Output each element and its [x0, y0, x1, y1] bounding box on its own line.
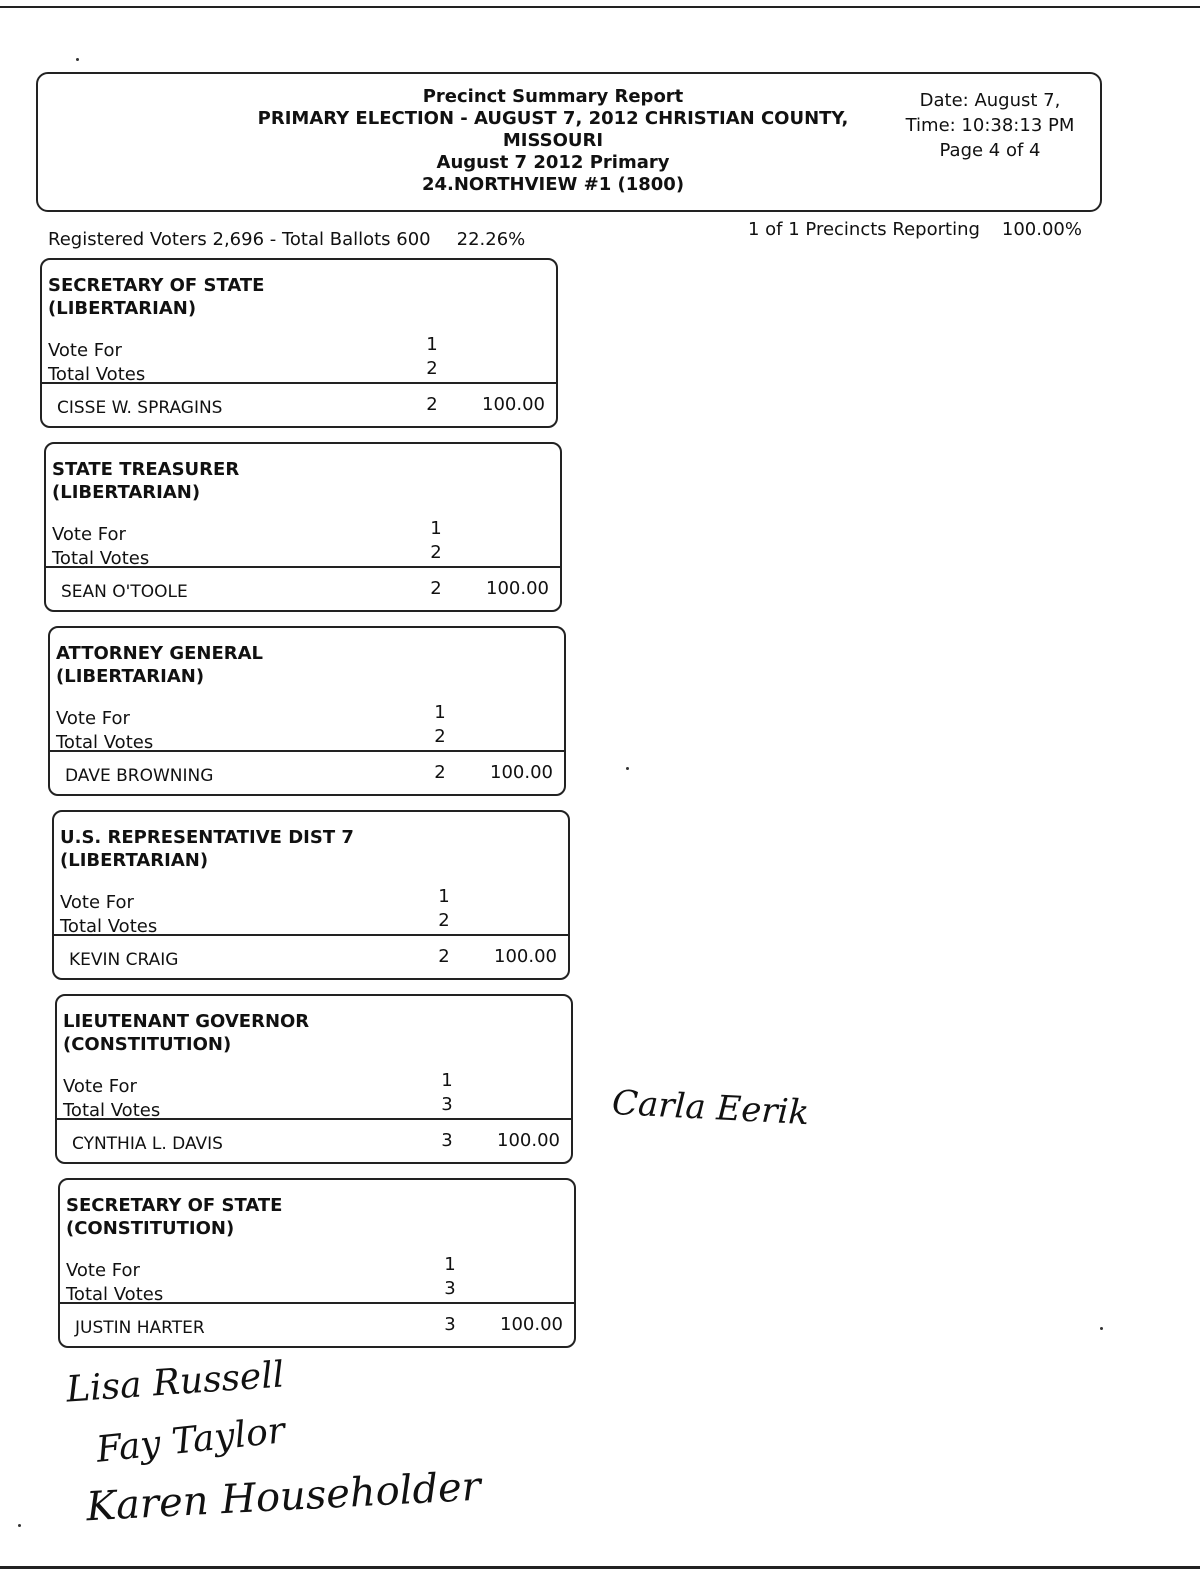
signature-bottom-3: Karen Householder: [85, 1463, 482, 1531]
election-name: August 7 2012 Primary: [436, 152, 670, 173]
vote-for-value: 1: [430, 518, 442, 539]
candidate-percent: 100.00: [490, 762, 553, 783]
candidate-name: DAVE BROWNING: [65, 766, 214, 786]
page-bottom-border: [0, 1566, 1200, 1569]
contest-title: [60, 826, 354, 872]
precinct-name: 24.NORTHVIEW #1 (1800): [421, 174, 685, 195]
scan-speck: [76, 58, 79, 61]
candidate-name: CYNTHIA L. DAVIS: [72, 1134, 223, 1154]
contest-box: [44, 442, 562, 612]
contest-party: (LIBERTARIAN): [52, 482, 201, 503]
candidate-votes: 2: [430, 578, 442, 599]
report-header: [36, 72, 1102, 212]
total-votes-value: 3: [444, 1278, 456, 1299]
candidate-percent: 100.00: [497, 1130, 560, 1151]
total-votes-value: 2: [426, 358, 438, 379]
turnout-percent: 22.26%: [456, 229, 526, 250]
candidate-percent: 100.00: [500, 1314, 563, 1335]
registered-voters: Registered Voters 2,696 - Total Ballots 600: [48, 229, 431, 250]
total-votes-label: Total Votes: [48, 364, 146, 385]
contest-divider: [46, 566, 560, 568]
header-meta: [890, 88, 1090, 163]
total-votes-label: Total Votes: [52, 548, 150, 569]
contest-office: STATE TREASURER: [52, 459, 240, 480]
vote-for-value: 1: [434, 702, 446, 723]
contest-office: LIEUTENANT GOVERNOR: [63, 1011, 310, 1032]
contest-office: SECRETARY OF STATE: [66, 1195, 283, 1216]
scan-speck: [18, 1524, 21, 1527]
turnout-summary: [48, 229, 525, 250]
vote-for-value: 1: [441, 1070, 453, 1091]
candidate-name: KEVIN CRAIG: [69, 950, 179, 970]
candidate-votes: 2: [438, 946, 450, 967]
election-line-1: PRIMARY ELECTION - AUGUST 7, 2012 CHRISTIAN COUNTY,: [257, 108, 849, 129]
contest-office: SECRETARY OF STATE: [48, 275, 265, 296]
contest-divider: [60, 1302, 574, 1304]
contest-divider: [54, 934, 568, 936]
vote-for-value: 1: [444, 1254, 456, 1275]
contest-title: [66, 1194, 282, 1240]
total-votes-value: 2: [430, 542, 442, 563]
vote-for-label: Vote For: [63, 1076, 137, 1097]
candidate-votes: 2: [434, 762, 446, 783]
contest-box: [52, 810, 570, 980]
candidate-percent: 100.00: [486, 578, 549, 599]
vote-for-label: Vote For: [60, 892, 134, 913]
header-title-block: [208, 86, 898, 196]
page-top-border: [0, 6, 1200, 8]
vote-for-value: 1: [438, 886, 450, 907]
total-votes-label: Total Votes: [56, 732, 154, 753]
election-line-2: MISSOURI: [502, 130, 604, 151]
total-votes-value: 2: [438, 910, 450, 931]
candidate-votes: 3: [444, 1314, 456, 1335]
candidate-percent: 100.00: [482, 394, 545, 415]
contest-title: [63, 1010, 309, 1056]
precincts-reporting: 1 of 1 Precincts Reporting: [748, 219, 980, 240]
contest-title: [56, 642, 263, 688]
report-date: Date: August 7,: [919, 90, 1061, 111]
contest-title: [52, 458, 239, 504]
total-votes-label: Total Votes: [60, 916, 158, 937]
contest-box: [48, 626, 566, 796]
contest-party: (CONSTITUTION): [63, 1034, 232, 1055]
contest-divider: [57, 1118, 571, 1120]
vote-for-value: 1: [426, 334, 438, 355]
vote-for-label: Vote For: [52, 524, 126, 545]
candidate-name: JUSTIN HARTER: [75, 1318, 205, 1338]
contest-party: (LIBERTARIAN): [60, 850, 209, 871]
contest-title: [48, 274, 264, 320]
page-number: Page 4 of 4: [939, 140, 1041, 161]
signature-bottom-2: Fay Taylor: [94, 1410, 287, 1471]
candidate-percent: 100.00: [494, 946, 557, 967]
total-votes-value: 2: [434, 726, 446, 747]
report-time: Time: 10:38:13 PM: [905, 115, 1075, 136]
candidate-votes: 2: [426, 394, 438, 415]
contest-party: (LIBERTARIAN): [48, 298, 197, 319]
vote-for-label: Vote For: [66, 1260, 140, 1281]
scan-speck: [1100, 1327, 1103, 1330]
candidate-name: CISSE W. SPRAGINS: [57, 398, 223, 418]
contest-box: [55, 994, 573, 1164]
total-votes-label: Total Votes: [66, 1284, 164, 1305]
reporting-summary: [748, 219, 1082, 240]
reporting-percent: 100.00%: [1001, 219, 1082, 240]
contest-divider: [42, 382, 556, 384]
contest-party: (CONSTITUTION): [66, 1218, 235, 1239]
contest-box: [40, 258, 558, 428]
total-votes-label: Total Votes: [63, 1100, 161, 1121]
contest-office: U.S. REPRESENTATIVE DIST 7: [60, 827, 354, 848]
scan-speck: [626, 767, 629, 770]
candidate-votes: 3: [441, 1130, 453, 1151]
vote-for-label: Vote For: [56, 708, 130, 729]
contest-box: [58, 1178, 576, 1348]
total-votes-value: 3: [441, 1094, 453, 1115]
candidate-name: SEAN O'TOOLE: [61, 582, 188, 602]
signature-right: Carla Eerik: [611, 1082, 811, 1134]
signature-bottom-1: Lisa Russell: [64, 1354, 286, 1411]
contest-office: ATTORNEY GENERAL: [56, 643, 264, 664]
contest-party: (LIBERTARIAN): [56, 666, 205, 687]
vote-for-label: Vote For: [48, 340, 122, 361]
report-title: Precinct Summary Report: [422, 86, 684, 107]
contest-divider: [50, 750, 564, 752]
